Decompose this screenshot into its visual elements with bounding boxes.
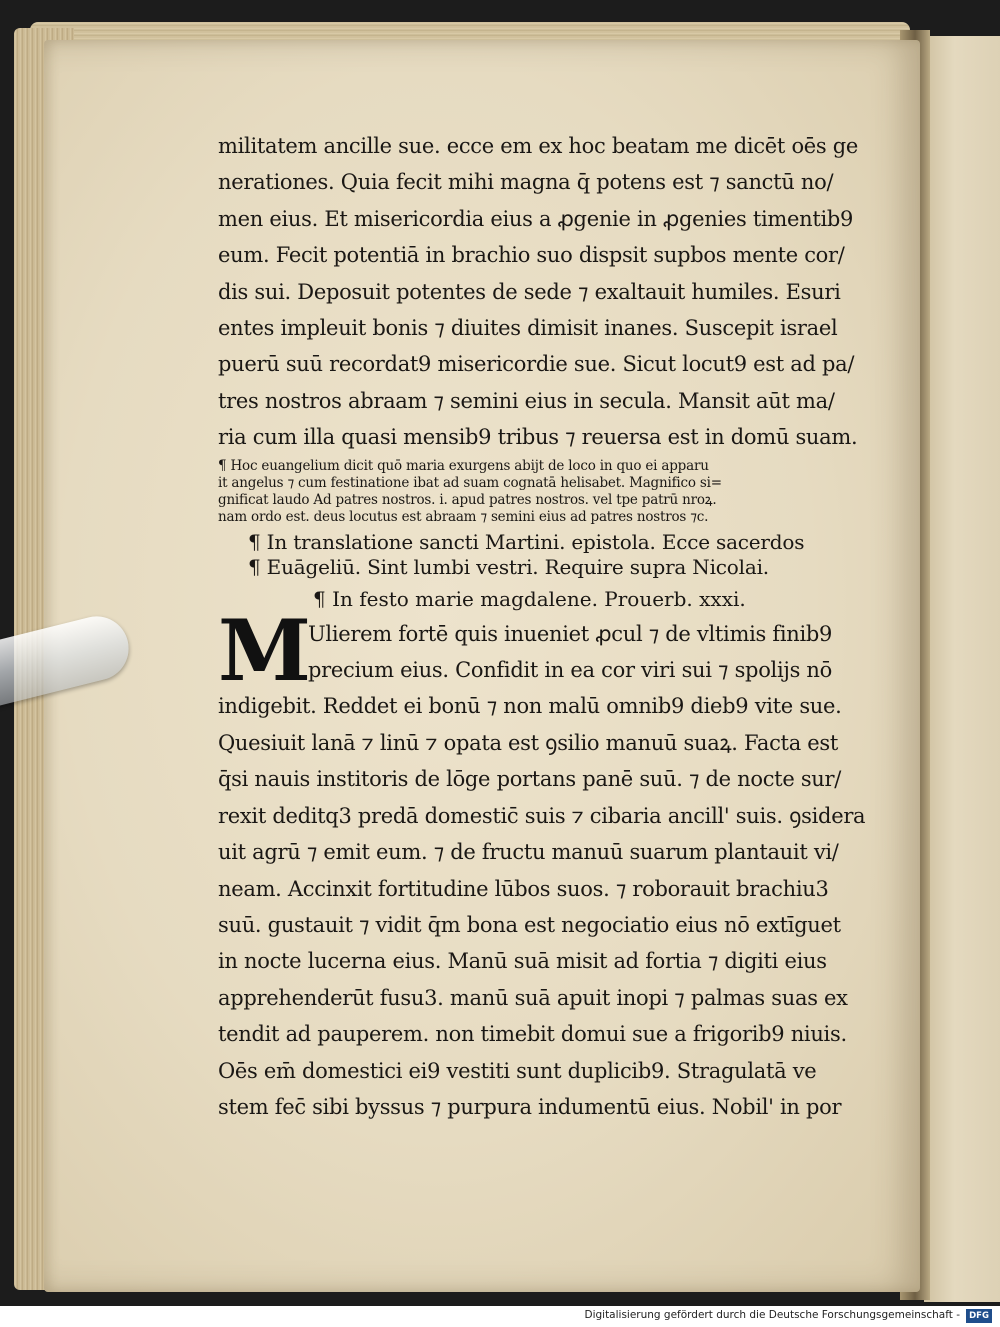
rubric-line: ¶ In translatione sancti Martini. epistola. Ecce sacerdos bbox=[248, 529, 805, 554]
gloss-commentary bbox=[218, 458, 838, 526]
text-line: puerū suū recordat9 misericordie sue. Sicut locut9 est ad pa/ bbox=[218, 352, 855, 377]
gloss-line: ¶ Hoc euangelium dicit quō maria exurgens abijt de loco in quo ei apparu bbox=[218, 457, 709, 474]
text-line: eum. Fecit potentiā in brachio suo dispsit supbos mente cor/ bbox=[218, 243, 845, 268]
text-line: apprehenderūt fusu3. manū suā apuit inopi ⁊ palmas suas ex bbox=[218, 985, 848, 1010]
text-line: q̄si nauis institoris de lōge portans panē suū. ⁊ de nocte sur/ bbox=[218, 767, 842, 792]
rubric-line: ¶ Euāgeliū. Sint lumbi vestri. Require supra Nicolai. bbox=[248, 554, 769, 579]
rubrics bbox=[248, 530, 838, 580]
text-line: ria cum illa quasi mensib9 tribus ⁊ reuersa est in domū suam. bbox=[218, 425, 858, 450]
gloss-line: nam ordo est. deus locutus est abraam ⁊ semini eius ad patres nostros ⁊c. bbox=[218, 508, 709, 525]
text-line: uit agrū ⁊ emit eum. ⁊ de fructu manuū suarum plantauit vi/ bbox=[218, 840, 839, 865]
text-line: neam. Accinxit fortitudine lūbos suos. ⁊ roborauit brachiu3 bbox=[218, 876, 829, 901]
gloss-line: it angelus ⁊ cum festinatione ibat ad suam cognatā helisabet. Magnifico si= bbox=[218, 474, 722, 491]
text-line: entes impleuit bonis ⁊ diuites dimisit inanes. Suscepit israel bbox=[218, 316, 838, 341]
text-line: Quesiuit lanā ⁊ linū ⁊ opata est ꝯsilio manuū suaꝝ. Facta est bbox=[218, 730, 839, 755]
text-line: militatem ancille sue. ecce em ex hoc beatam me dicēt oēs ge bbox=[218, 134, 859, 158]
text-line: Ulierem fortē quis inueniet ꝓcul ⁊ de vltimis finib9 bbox=[308, 621, 833, 646]
text-line: tres nostros abraam ⁊ semini eius in secula. Mansit aūt ma/ bbox=[218, 388, 835, 413]
footer-bar bbox=[0, 1306, 1000, 1327]
drop-cap: M bbox=[218, 600, 311, 700]
text-line: Oēs em̄ domestici ei9 vestiti sunt duplicib9. Stragulatā ve bbox=[218, 1058, 817, 1083]
text-line: suū. gustauit ⁊ vidit q̄m bona est negociatio eius nō extīguet bbox=[218, 912, 841, 937]
text-line: dis sui. Deposuit potentes de sede ⁊ exaltauit humiles. Esuri bbox=[218, 279, 841, 304]
main-passage bbox=[218, 128, 859, 456]
facing-page bbox=[924, 36, 1000, 1302]
funding-notice: Digitalisierung gefördert durch die Deutsche Forschungsgemeinschaft - bbox=[584, 1309, 960, 1321]
dfg-logo: DFG bbox=[966, 1309, 992, 1323]
section-heading: ¶ In festo marie magdalene. Prouerb. xxxi. bbox=[313, 586, 746, 611]
text-line: indigebit. Reddet ei bonū ⁊ non malū omnib9 dieb9 vite sue. bbox=[218, 694, 842, 719]
text-line: tendit ad pauperem. non timebit domui sue a frigorib9 niuis. bbox=[218, 1022, 847, 1047]
text-line: nerationes. Quia fecit mihi magna q̄ potens est ⁊ sanctū no/ bbox=[218, 170, 834, 195]
text-line: precium eius. Confidit in ea cor viri sui ⁊ spolijs nō bbox=[308, 658, 832, 683]
text-line: men eius. Et misericordia eius a ꝓgenie in ꝓgenies timentib9 bbox=[218, 206, 854, 231]
text-block bbox=[218, 128, 866, 1125]
lesson-text bbox=[218, 600, 866, 1126]
text-line: rexit deditq3 predā domestic̄ suis ⁊ cibaria ancill' suis. ꝯsidera bbox=[218, 803, 866, 828]
text-line: stem fec̄ sibi byssus ⁊ purpura indumentū eius. Nobil' in por bbox=[218, 1094, 842, 1119]
gloss-line: gnificat laudo Ad patres nostros. i. apud patres nostros. vel tpe patrū nroꝝ. bbox=[218, 491, 717, 508]
text-line: in nocte lucerna eius. Manū suā misit ad fortia ⁊ digiti eius bbox=[218, 949, 827, 974]
